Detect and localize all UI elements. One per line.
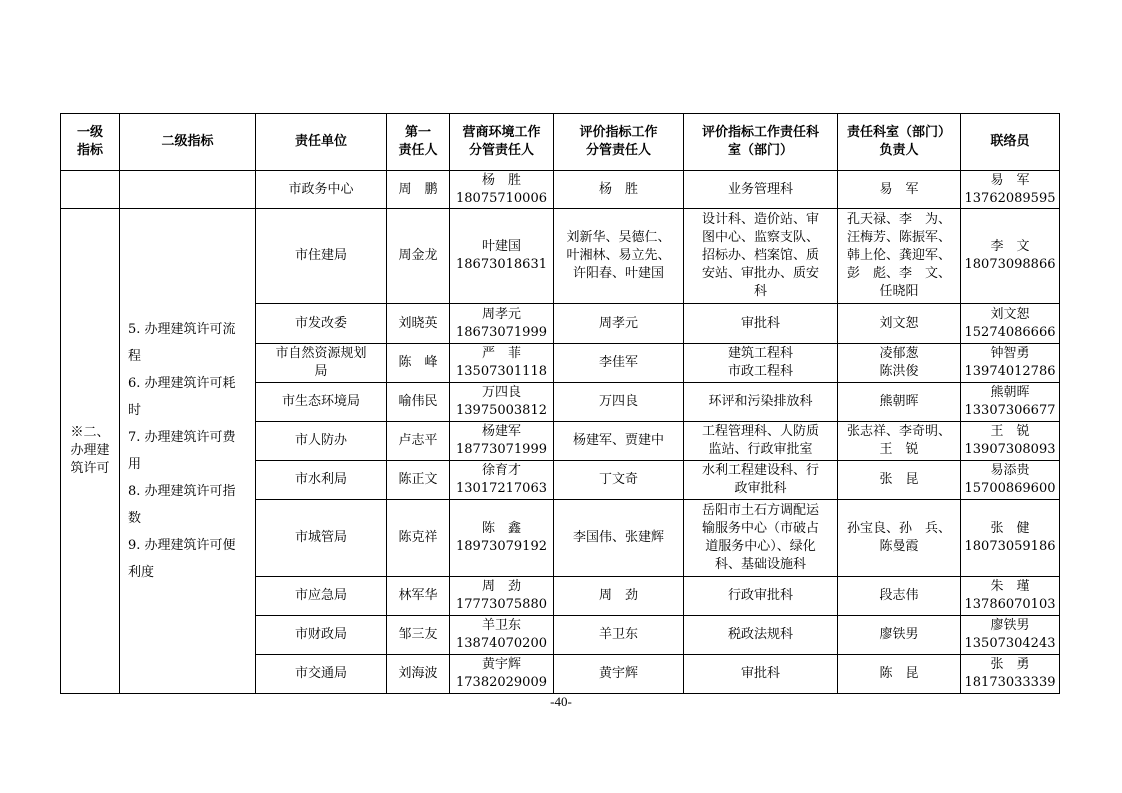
table-row: [61, 209, 1060, 304]
department-head-cell: 廖铁男: [838, 616, 961, 655]
business-env-responsible-cell: 徐育才 13017217063: [450, 461, 554, 500]
department-head-cell: 孔天禄、李 为、 汪梅芳、陈振军、 韩上伦、龚迎军、 彭 彪、李 文、 任晓阳: [838, 209, 961, 304]
liaison-cell: 李 文 18073098866: [961, 209, 1060, 304]
first-responsible-cell: 邹三友: [387, 616, 450, 655]
business-env-responsible-cell: 周孝元 18673071999: [450, 304, 554, 344]
first-responsible-cell: 陈克祥: [387, 500, 450, 577]
liaison-cell: 王 锐 13907308093: [961, 422, 1060, 461]
header-business-env-responsible: 营商环境工作 分管责任人: [450, 114, 554, 171]
unit-cell: 市水利局: [256, 461, 387, 500]
unit-cell: 市应急局: [256, 577, 387, 616]
department-cell: 设计科、造价站、审 图中心、监察支队、 招标办、档案馆、质 安站、审批办、质安 科: [684, 209, 838, 304]
first-responsible-cell: 陈 峰: [387, 344, 450, 383]
department-head-cell: 陈 昆: [838, 655, 961, 694]
indicator-responsible-cell: 周孝元: [554, 304, 684, 344]
business-env-responsible-cell: 陈 鑫 18973079192: [450, 500, 554, 577]
indicator-responsible-cell: 杨建军、贾建中: [554, 422, 684, 461]
department-cell: 水利工程建设科、行 政审批科: [684, 461, 838, 500]
department-cell: 审批科: [684, 304, 838, 344]
indicator-responsible-cell: 黄宇辉: [554, 655, 684, 694]
business-env-responsible-cell: 黄宇辉 17382029009: [450, 655, 554, 694]
department-cell: 业务管理科: [684, 171, 838, 209]
first-responsible-cell: 卢志平: [387, 422, 450, 461]
header-unit: 责任单位: [256, 114, 387, 171]
header-liaison: 联络员: [961, 114, 1060, 171]
business-env-responsible-cell: 周 劲 17773075880: [450, 577, 554, 616]
indicator-responsible-cell: 丁文奇: [554, 461, 684, 500]
department-cell: 审批科: [684, 655, 838, 694]
level2-indicator-cell: 5. 办理建筑许可流 程 6. 办理建筑许可耗 时 7. 办理建筑许可费 用 8. 办理建筑许可指 数 9. 办理建筑许可便 利度: [120, 209, 256, 694]
first-responsible-cell: 陈正文: [387, 461, 450, 500]
header-level1: 一级 指标: [61, 114, 120, 171]
indicator-responsible-cell: 李佳军: [554, 344, 684, 383]
first-responsible-cell: 喻伟民: [387, 383, 450, 422]
liaison-cell: 张 健 18073059186: [961, 500, 1060, 577]
liaison-cell: 廖铁男 13507304243: [961, 616, 1060, 655]
business-env-responsible-cell: 万四良 13975003812: [450, 383, 554, 422]
first-responsible-cell: 周金龙: [387, 209, 450, 304]
indicator-responsible-cell: 周 劲: [554, 577, 684, 616]
unit-cell: 市住建局: [256, 209, 387, 304]
header-level2: 二级指标: [120, 114, 256, 171]
liaison-cell: 熊朝晖 13307306677: [961, 383, 1060, 422]
unit-cell: 市生态环境局: [256, 383, 387, 422]
liaison-cell: 刘文恕 15274086666: [961, 304, 1060, 344]
department-head-cell: 段志伟: [838, 577, 961, 616]
indicator-responsible-cell: 李国伟、张建辉: [554, 500, 684, 577]
department-cell: 工程管理科、人防质 监站、行政审批室: [684, 422, 838, 461]
liaison-cell: 朱 瑾 13786070103: [961, 577, 1060, 616]
liaison-cell: 易添贵 15700869600: [961, 461, 1060, 500]
first-responsible-cell: 刘晓英: [387, 304, 450, 344]
business-env-responsible-cell: 杨 胜 18075710006: [450, 171, 554, 209]
level1-indicator-cell: ※二、 办理建 筑许可: [61, 209, 120, 694]
liaison-cell: 易 军 13762089595: [961, 171, 1060, 209]
unit-cell: 市政务中心: [256, 171, 387, 209]
department-head-cell: 易 军: [838, 171, 961, 209]
header-indicator-responsible: 评价指标工作 分管责任人: [554, 114, 684, 171]
unit-cell: 市自然资源规划 局: [256, 344, 387, 383]
indicator-responsible-cell: 杨 胜: [554, 171, 684, 209]
department-head-cell: 孙宝良、孙 兵、 陈曼霞: [838, 500, 961, 577]
first-responsible-cell: 刘海波: [387, 655, 450, 694]
indicator-responsible-cell: 刘新华、吴德仁、 叶湘林、易立先、 许阳春、叶建国: [554, 209, 684, 304]
header-row: [61, 114, 1060, 171]
department-cell: 税政法规科: [684, 616, 838, 655]
level2-cell-empty: [120, 171, 256, 209]
header-department: 评价指标工作责任科 室（部门）: [684, 114, 838, 171]
unit-cell: 市城管局: [256, 500, 387, 577]
level1-cell-empty: [61, 171, 120, 209]
first-responsible-cell: 林军华: [387, 577, 450, 616]
department-head-cell: 张志祥、李奇明、 王 锐: [838, 422, 961, 461]
department-cell: 环评和污染排放科: [684, 383, 838, 422]
unit-cell: 市人防办: [256, 422, 387, 461]
department-head-cell: 刘文恕: [838, 304, 961, 344]
page-number: -40-: [550, 694, 572, 709]
business-env-responsible-cell: 叶建国 18673018631: [450, 209, 554, 304]
department-head-cell: 张 昆: [838, 461, 961, 500]
business-env-responsible-cell: 杨建军 18773071999: [450, 422, 554, 461]
header-department-head: 责任科室（部门） 负责人: [838, 114, 961, 171]
department-cell: 岳阳市土石方调配运 输服务中心（市破占 道服务中心）、绿化 科、基础设施科: [684, 500, 838, 577]
table-row: [61, 171, 1060, 209]
liaison-cell: 张 勇 18173033339: [961, 655, 1060, 694]
unit-cell: 市交通局: [256, 655, 387, 694]
business-env-responsible-cell: 严 菲 13507301118: [450, 344, 554, 383]
department-head-cell: 凌郁葱 陈洪俊: [838, 344, 961, 383]
liaison-cell: 钟智勇 13974012786: [961, 344, 1060, 383]
department-cell: 建筑工程科 市政工程科: [684, 344, 838, 383]
department-head-cell: 熊朝晖: [838, 383, 961, 422]
first-responsible-cell: 周 鹏: [387, 171, 450, 209]
indicator-responsible-cell: 万四良: [554, 383, 684, 422]
unit-cell: 市财政局: [256, 616, 387, 655]
responsibility-table: [60, 113, 1060, 694]
unit-cell: 市发改委: [256, 304, 387, 344]
business-env-responsible-cell: 羊卫东 13874070200: [450, 616, 554, 655]
header-first-responsible: 第一 责任人: [387, 114, 450, 171]
department-cell: 行政审批科: [684, 577, 838, 616]
indicator-responsible-cell: 羊卫东: [554, 616, 684, 655]
